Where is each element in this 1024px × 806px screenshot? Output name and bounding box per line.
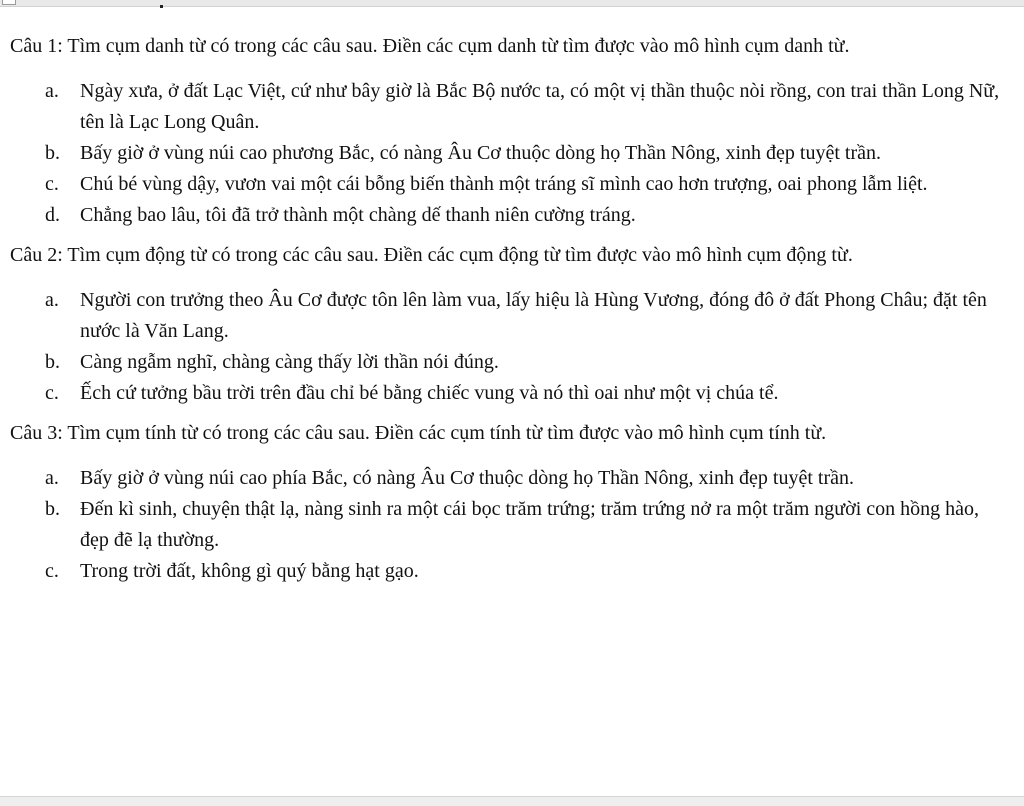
- option-text: Người con trưởng theo Âu Cơ được tôn lên làm vua, lấy hiệu là Hùng Vương, đóng đô ở đất Phong Châu; đặt tên nước là Văn Lang.: [80, 289, 987, 342]
- option-letter: c.: [45, 382, 59, 404]
- question-1-option-b: [0, 138, 1024, 169]
- question-2-option-b: [0, 347, 1024, 378]
- question-1-stem: Câu 1: Tìm cụm danh từ có trong các câu sau. Điền các cụm danh từ tìm được vào mô hình cụm danh từ.: [10, 35, 850, 57]
- question-2-option-c: [0, 378, 1024, 409]
- question-2-option-a: [0, 285, 1024, 347]
- option-text: Ếch cứ tưởng bầu trời trên đầu chỉ bé bằng chiếc vung và nó thì oai như một vị chúa tể.: [80, 382, 779, 404]
- question-3-stem: Câu 3: Tìm cụm tính từ có trong các câu sau. Điền các cụm tính từ tìm được vào mô hình cụm tính từ.: [10, 422, 827, 444]
- option-text: Bấy giờ ở vùng núi cao phía Bắc, có nàng Âu Cơ thuộc dòng họ Thần Nông, xinh đẹp tuyệt trần.: [80, 467, 855, 489]
- question-3-option-c: [0, 556, 1024, 587]
- question-2-options: [0, 285, 1024, 409]
- option-text: Càng ngẫm nghĩ, chàng càng thấy lời thần nói đúng.: [80, 351, 499, 373]
- question-3: [0, 417, 1024, 587]
- option-letter: a.: [45, 289, 59, 311]
- option-letter: a.: [45, 80, 59, 102]
- document-page: [0, 6, 1024, 806]
- question-1-option-d: [0, 200, 1024, 231]
- option-letter: b.: [45, 351, 60, 373]
- option-text: Trong trời đất, không gì quý bằng hạt gạo.: [80, 560, 419, 582]
- page-corner-mark: [2, 0, 16, 5]
- option-text: Bấy giờ ở vùng núi cao phương Bắc, có nàng Âu Cơ thuộc dòng họ Thần Nông, xinh đẹp tuyệt trần.: [80, 142, 881, 164]
- bottom-scroll-strip: [0, 796, 1024, 806]
- question-2-stem: Câu 2: Tìm cụm động từ có trong các câu sau. Điền các cụm động từ tìm được vào mô hình cụm động từ.: [10, 244, 853, 266]
- question-2: [0, 239, 1024, 409]
- option-letter: b.: [45, 498, 60, 520]
- question-3-option-a: [0, 463, 1024, 494]
- option-text: Chú bé vùng dậy, vươn vai một cái bỗng biến thành một tráng sĩ mình cao hơn trượng, oai phong lẫm liệt.: [80, 173, 928, 195]
- option-letter: d.: [45, 204, 60, 226]
- question-3-options: [0, 463, 1024, 587]
- question-1-options: [0, 76, 1024, 231]
- option-letter: b.: [45, 142, 60, 164]
- option-text: Chẳng bao lâu, tôi đã trở thành một chàng dế thanh niên cường tráng.: [80, 204, 636, 226]
- option-letter: c.: [45, 560, 59, 582]
- option-text: Ngày xưa, ở đất Lạc Việt, cứ như bây giờ là Bắc Bộ nước ta, có một vị thần thuộc nòi rồng, con trai thần Long Nữ, tên là Lạc Long Quân.: [80, 80, 1000, 133]
- option-letter: c.: [45, 173, 59, 195]
- question-1-option-c: [0, 169, 1024, 200]
- option-text: Đến kì sinh, chuyện thật lạ, nàng sinh ra một cái bọc trăm trứng; trăm trứng nở ra một trăm người con hồng hào, đẹp đẽ lạ thường.: [80, 498, 980, 551]
- question-3-option-b: [0, 494, 1024, 556]
- option-letter: a.: [45, 467, 59, 489]
- question-1: [0, 30, 1024, 231]
- question-1-option-a: [0, 76, 1024, 138]
